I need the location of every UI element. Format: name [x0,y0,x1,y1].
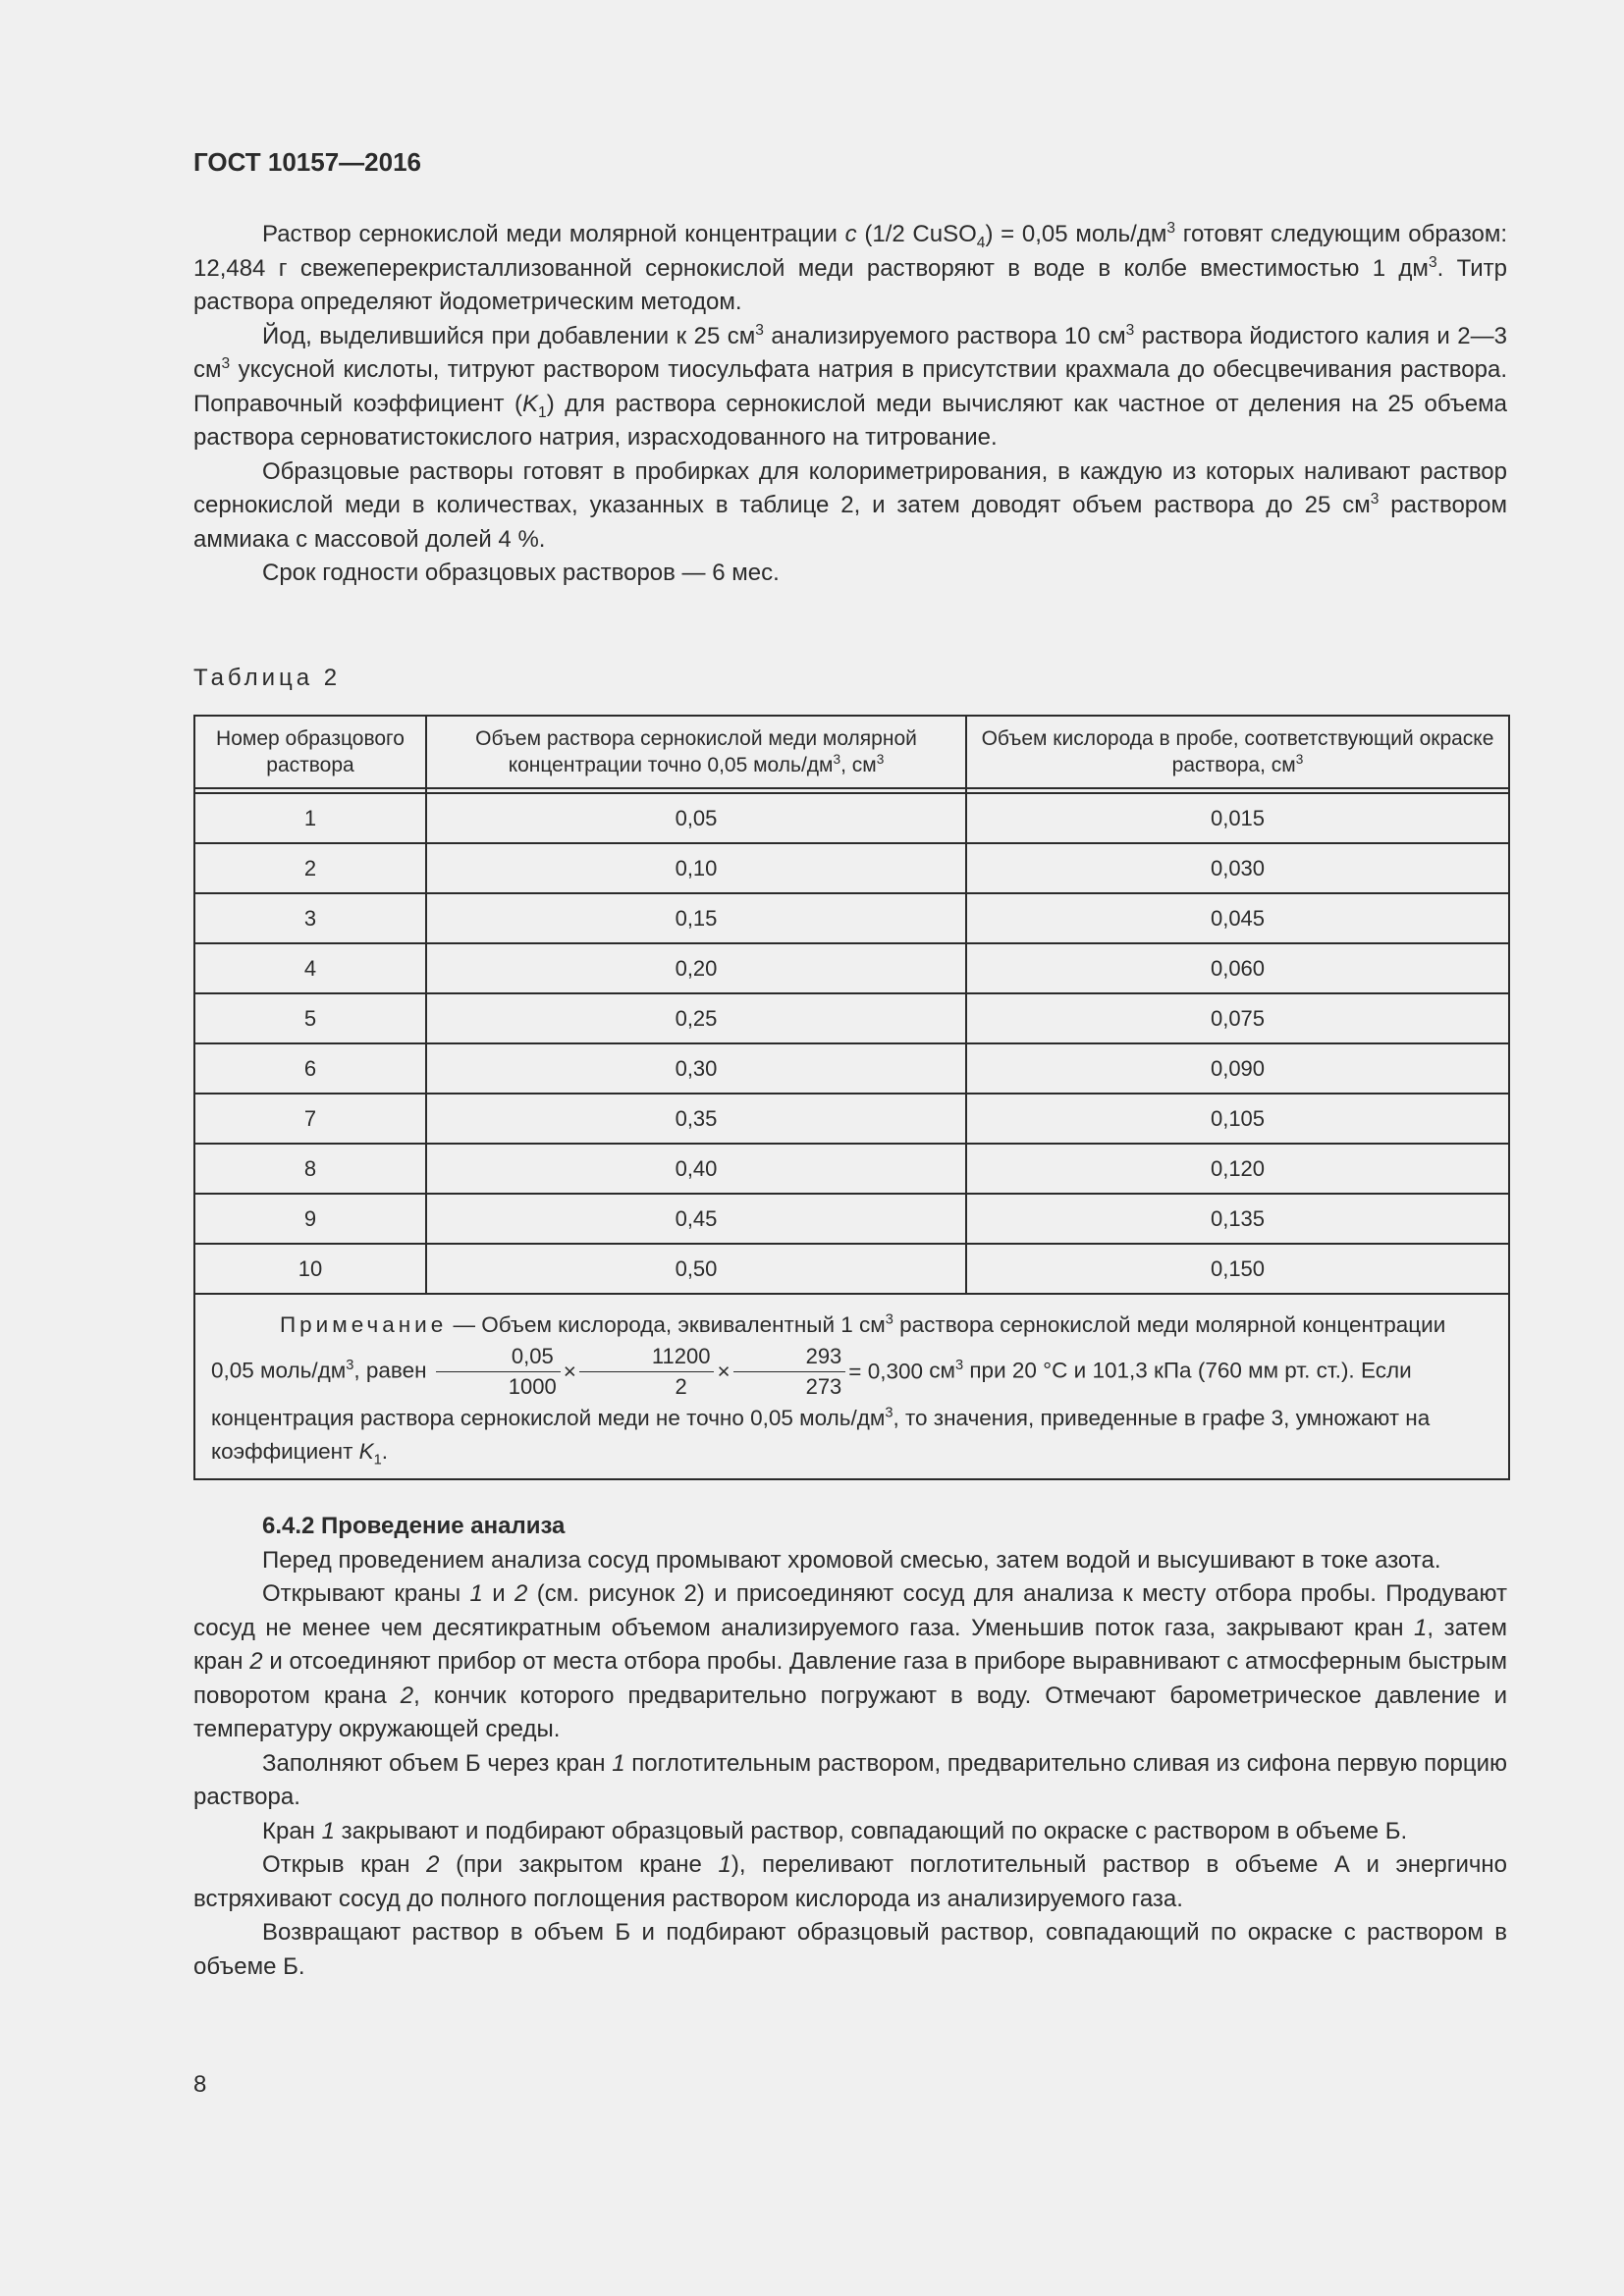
table-row [194,793,1509,843]
cell-oxygen-volume: 0,120 [966,1144,1509,1194]
cell-oxygen-volume: 0,045 [966,893,1509,943]
cell-sample-number: 3 [194,893,426,943]
cell-copper-volume: 0,30 [426,1043,966,1094]
cell-copper-volume: 0,05 [426,793,966,843]
cell-copper-volume: 0,50 [426,1244,966,1294]
cell-sample-number: 2 [194,843,426,893]
cell-copper-volume: 0,20 [426,943,966,993]
cell-oxygen-volume: 0,150 [966,1244,1509,1294]
cell-copper-volume: 0,25 [426,993,966,1043]
cell-oxygen-volume: 0,030 [966,843,1509,893]
section-heading: 6.4.2 Проведение анализа [262,1513,566,1539]
cell-sample-number: 9 [194,1194,426,1244]
analysis-paragraph-1: Перед проведением анализа сосуд промывают хромовой смесью, затем водой и высушивают в токе азота. [262,1546,1441,1574]
table-row [194,1144,1509,1194]
cell-oxygen-volume: 0,105 [966,1094,1509,1144]
header-sample-number: Номер образцового раствора [194,716,426,788]
cell-oxygen-volume: 0,015 [966,793,1509,843]
cell-oxygen-volume: 0,075 [966,993,1509,1043]
page-number: 8 [193,2071,207,2098]
table-row [194,1194,1509,1244]
cell-copper-volume: 0,15 [426,893,966,943]
header-oxygen-volume: Объем кислорода в пробе, соответствующий окраске раствора, $см^3$ [966,716,1509,788]
table-note: Примечание — Объем кислорода, эквивалентный 1 $см^3$ раствора сернокислой меди молярной концентрации 0,05 моль/$дм^3$, равен $\frac{0,05}{1000}$ × $\frac{11200}{2}$ × $\frac{293}{273}$ = 0,300 $см^3$ при 20 °C и 101,3 кПа (760 мм рт. ст.). Если концентрация раствора сернокислой меди не точно 0,05 моль/$дм^3$, то значения, приведенные в графе 3, умножают на коэффициент $K_1$. [194,1294,1509,1479]
cell-sample-number: 5 [194,993,426,1043]
analysis-paragraph-3: Заполняют объем Б через кран 1 поглотительным раствором, предварительно сливая из сифона первую порцию раствора. [193,1749,1507,1810]
fraction-1: $\frac{0,05}{1000}$ [436,1342,561,1402]
intro-paragraph-3: Образцовые растворы готовят в пробирках для колориметрирования, в каждую из которых наливают раствор сернокислой меди в количествах, указанных в таблице 2, и затем доводят объем раствора до 25 $см^3$ раствором аммиака с массовой долей 4 %. [193,457,1507,553]
cell-oxygen-volume: 0,090 [966,1043,1509,1094]
table-row [194,843,1509,893]
table-row [194,893,1509,943]
cell-sample-number: 4 [194,943,426,993]
cell-copper-volume: 0,45 [426,1194,966,1244]
table-row [194,993,1509,1043]
table-row [194,1043,1509,1094]
cell-sample-number: 7 [194,1094,426,1144]
table-header-row [194,716,1509,788]
analysis-paragraph-6: Возвращают раствор в объем Б и подбирают образцовый раствор, совпадающий по окраске с раствором в объеме Б. [193,1919,1507,1980]
cell-copper-volume: 0,35 [426,1094,966,1144]
fraction-3: $\frac{293}{273}$ [733,1342,846,1402]
document-header: ГОСТ 10157—2016 [193,147,421,177]
cell-sample-number: 6 [194,1043,426,1094]
intro-paragraph-4: Срок годности образцовых растворов — 6 мес. [262,560,780,586]
cell-copper-volume: 0,10 [426,843,966,893]
cell-sample-number: 1 [194,793,426,843]
cell-sample-number: 8 [194,1144,426,1194]
fraction-2: $\frac{11200}{2}$ [579,1342,715,1402]
table-row [194,1094,1509,1144]
header-copper-volume: Объем раствора сернокислой меди молярной концентрации точно 0,05 моль/$дм^3$, $см^3$ [426,716,966,788]
cell-oxygen-volume: 0,135 [966,1194,1509,1244]
analysis-section [193,1510,1507,1984]
cell-sample-number: 10 [194,1244,426,1294]
table-row [194,943,1509,993]
analysis-paragraph-5: Открыв кран 2 (при закрытом кране 1), переливают поглотительный раствор в объеме А и энергично встряхивают сосуд до полного поглощения раствором кислорода из анализируемого газа. [193,1851,1508,1912]
table-note-row [194,1294,1509,1479]
analysis-paragraph-4: Кран 1 закрывают и подбирают образцовый раствор, совпадающий по окраске с раствором в объеме Б. [262,1817,1408,1844]
intro-paragraph-1: Раствор сернокислой меди молярной концентрации с (1/2 CuSO$_4$) = 0,05 моль/$дм^3$ готовят следующим образом: 12,484 г свежеперекристаллизованной сернокислой меди растворяют в воде в колбе вместимостью 1 $дм^3$. Титр раствора определяют йодометрическим методом. [193,220,1508,315]
intro-text [193,218,1507,591]
analysis-paragraph-2: Открывают краны 1 и 2 (см. рисунок 2) и присоединяют сосуд для анализа к месту отбора пробы. Продувают сосуд не менее чем десятикратным объемом анализируемого газа. Уменьшив поток газа, закрывают кран 1, затем кран 2 и отсоединяют прибор от места отбора пробы. Давление газа в приборе выравнивают с атмосферным быстрым поворотом крана 2, кончик которого предварительно погружают в воду. Отмечают барометрическое давление и температуру окружающей среды. [193,1580,1508,1742]
cell-oxygen-volume: 0,060 [966,943,1509,993]
intro-paragraph-2: Йод, выделившийся при добавлении к 25 $см^3$ анализируемого раствора 10 $см^3$ раствора йодистого калия и 2—3 $см^3$ уксусной кислоты, титруют раствором тиосульфата натрия в присутствии крахмала до обесцвечивания раствора. Поправочный коэффициент $(K_1)$ для раствора сернокислой меди вычисляют как частное от деления на 25 объема раствора серноватистокислого натрия, израсходованного на титрование. [193,321,1508,451]
table-row [194,1244,1509,1294]
table-caption: Таблица 2 [193,665,342,691]
sample-solutions-table [193,715,1510,1480]
cell-copper-volume: 0,40 [426,1144,966,1194]
